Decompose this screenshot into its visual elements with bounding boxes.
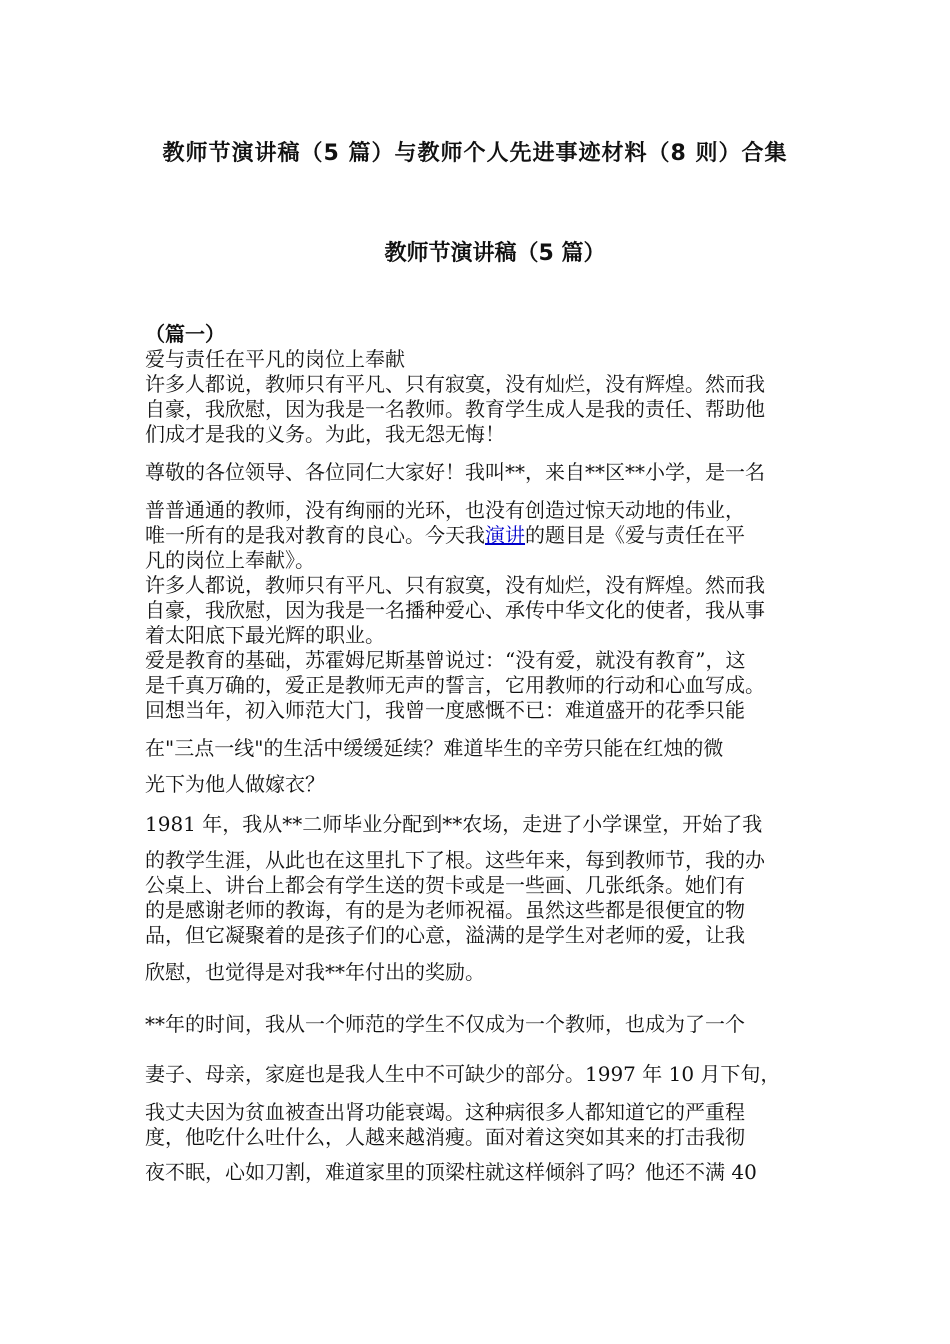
illness-block: [145, 1100, 825, 1150]
pride-line: 许多人都说，教师只有平凡、只有寂寞，没有灿烂，没有辉煌。然而我: [145, 573, 765, 597]
chapter-label: （篇一）: [145, 322, 225, 346]
document-title: 教师节演讲稿（5 篇）与教师个人先进事迹材料（8 则）合集: [162, 141, 788, 166]
illness-line: 我丈夫因为贫血被查出肾功能衰竭。这种病很多人都知道它的严重程: [145, 1100, 745, 1124]
illness-line: 度，他吃什么吐什么，人越来越消瘦。面对着这突如其来的打击我彻: [145, 1125, 745, 1149]
pride-line: 回想当年，初入师范大门，我曾一度感慨不已：难道盛开的花季只能: [145, 698, 745, 722]
years-line: **年的时间，我从一个师范的学生不仅成为一个教师，也成为了一个: [145, 1012, 745, 1036]
intro-line: 许多人都说，教师只有平凡、只有寂寞，没有灿烂，没有辉煌。然而我: [145, 372, 765, 396]
greeting-line: 尊敬的各位领导、各位同仁大家好！我叫**，来自**区**小学，是一名: [145, 460, 765, 484]
career-line: 的是感谢老师的教诲，有的是为老师祝福。虽然这些都是很便宜的物: [145, 898, 745, 922]
greeting-line: 普普通通的教师，没有绚丽的光环，也没有创造过惊天动地的伟业，: [145, 498, 745, 522]
greeting-line: 凡的岗位上奉献》。: [145, 548, 315, 572]
career-line: 品，但它凝聚着的是孩子们的心意，溢满的是学生对老师的爱，让我: [145, 923, 745, 947]
chapter-heading-block: [145, 322, 825, 447]
reward-line: 欣慰，也觉得是对我**年付出的奖励。: [145, 960, 485, 984]
career-line: 的教学生涯，从此也在这里扎下了根。这些年来，每到教师节，我的办: [145, 848, 765, 872]
pride-line: 着太阳底下最光辉的职业。: [145, 623, 385, 647]
pride-line: 是千真万确的，爱正是教师无声的誓言，它用教师的行动和心血写成。: [145, 673, 765, 697]
speech-link[interactable]: 演讲: [485, 523, 525, 547]
section-title: 教师节演讲稿（5 篇）: [384, 241, 606, 266]
greeting-text: 唯一所有的是我对教育的良心。今天我: [145, 523, 485, 547]
article-title: 爱与责任在平凡的岗位上奉献: [145, 347, 405, 371]
pride-line: 爱是教育的基础，苏霍姆尼斯基曾说过：“没有爱，就没有教育”，这: [145, 648, 746, 672]
night-line: 夜不眠，心如刀割，难道家里的顶梁柱就这样倾斜了吗？他还不满 40: [145, 1160, 757, 1184]
intro-line: 自豪，我欣慰，因为我是一名教师。教育学生成人是我的责任、帮助他: [145, 397, 765, 421]
greeting-text-after-link: 的题目是《爱与责任在平: [525, 523, 745, 547]
family-line: 妻子、母亲，家庭也是我人生中不可缺少的部分。1997 年 10 月下旬，: [145, 1062, 781, 1086]
three-points-line: 光下为他人做嫁衣？: [145, 772, 325, 796]
three-points-line: 在"三点一线"的生活中缓缓延续？难道毕生的辛劳只能在红烛的微: [145, 736, 724, 760]
career-block: [145, 848, 825, 948]
greeting-block: [145, 498, 825, 723]
intro-line: 们成才是我的义务。为此，我无怨无悔！: [145, 422, 505, 446]
career-line: 公桌上、讲台上都会有学生送的贺卡或是一些画、几张纸条。她们有: [145, 873, 745, 897]
greeting-line-with-link: [145, 523, 825, 548]
year-1981-line: 1981 年，我从**二师毕业分配到**农场，走进了小学课堂，开始了我: [145, 812, 763, 836]
pride-line: 自豪，我欣慰，因为我是一名播种爱心、承传中华文化的使者，我从事: [145, 598, 765, 622]
